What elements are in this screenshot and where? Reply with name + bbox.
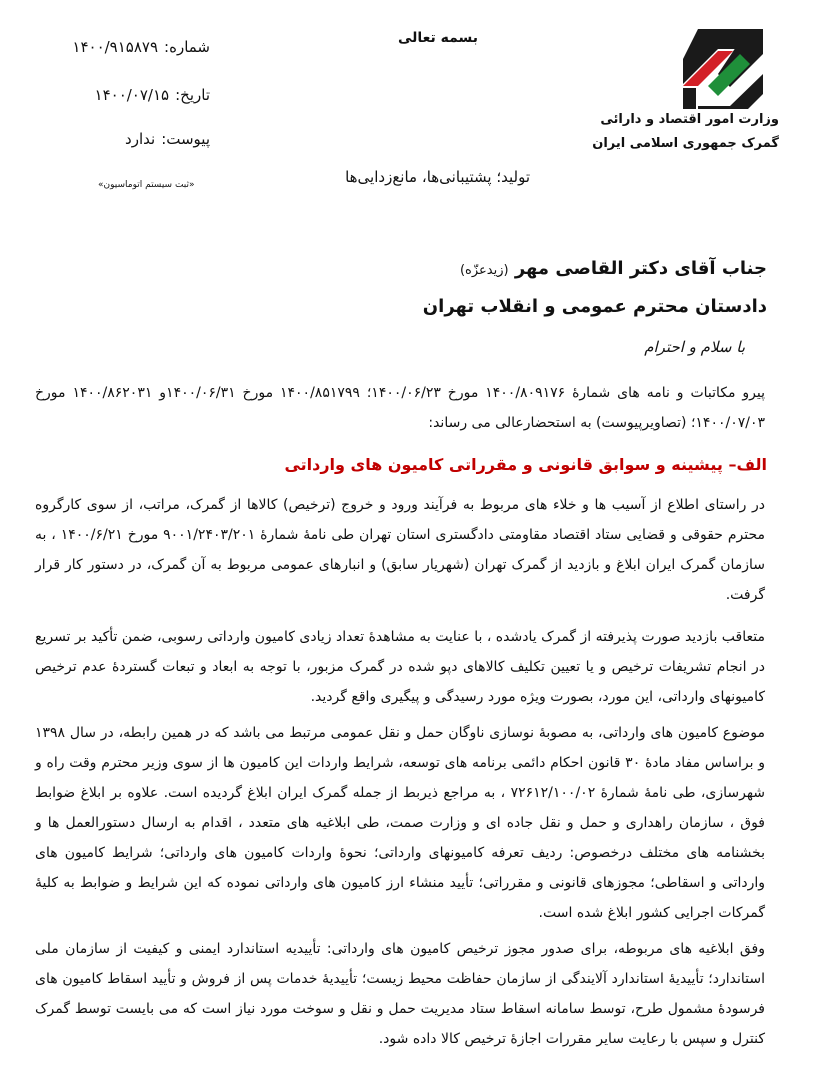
intro-paragraph: پیرو مکاتبات و نامه های شمارۀ ۱۴۰۰/۸۰۹۱۷۶ مورخ ۱۴۰۰/۰۶/۲۳؛ ۱۴۰۰/۸۵۱۷۹۹ مورخ ۱۴۰۰/۰۶/۳۱و ۱۴۰۰/۸۶۲۰۳۱ مورخ ۱۴۰۰/۰۷/۰۳؛ (تصاویرپیوست) به استحضارعالی می رساند:	[35, 385, 766, 431]
addressee-name-text: جناب آقای دکتر القاصی مهر	[514, 258, 767, 279]
number-value: ۱۴۰۰/۹۱۵۸۷۹	[72, 38, 159, 56]
customs-logo	[678, 24, 768, 114]
attachment-value: ندارد	[125, 130, 156, 148]
addressee-title: دادستان محترم عمومی و انقلاب تهران	[422, 296, 767, 317]
paragraph-1: در راستای اطلاع از آسیب ها و خلاء های مربوط به فرآیند ورود و خروج (ترخیص) کالاها از گمرک، مراتب، از سوی کارگروه محترم حقوقی و قضایی ستاد اقتصاد مقاومتی دادگستری استان تهران طی نامۀ شمارۀ ۹۰۰۱/۲۴۰۳/۲۰۱ مورخ ۱۴۰۰/۶/۲۱ ، به سازمان گمرک ایران ابلاغ و بازدید از گمرک تهران (شهریار سابق) و انبارهای عمومی مربوط به آن گمرک، در دستور کار قرار گرفت.	[35, 497, 765, 603]
org-line-ministry: وزارت امور اقتصاد و دارائی	[600, 112, 779, 127]
section-heading: الف– پیشینه و سوابق قانونی و مقرراتی کامیون های وارداتی	[284, 455, 767, 474]
org-line-customs: گمرک جمهوری اسلامی ایران	[592, 136, 779, 151]
addressee-honorific: (زیدعزّه)	[459, 263, 509, 278]
date-label: تاریخ:	[175, 86, 210, 104]
paragraph-4: وفق ابلاغیه های مربوطه، برای صدور مجوز ترخیص کامیون های وارداتی: تأییدیه استاندارد ایمنی و کیفیت از سازمان ملی استاندارد؛ تأییدیۀ استاندارد آلایندگی از سازمان حفاظت محیط زیست؛ تأییدیۀ خدمات پس از فروش و تأیید اسقاط کامیون های فرسودۀ مشمول طرح، توسط سامانه اسقاط ستاد مدیریت حمل و نقل و سوخت مورد نیاز است که می بایست توسط گمرک کنترل و سپس با رعایت سایر مقررات اجازۀ ترخیص کالا داده شود.	[35, 941, 765, 1047]
greeting: با سلام و احترام	[644, 338, 745, 356]
letter-number	[40, 38, 210, 56]
registration-note: «ثبت سیستم اتوماسیون»	[98, 180, 195, 190]
paragraph-3: موضوع کامیون های وارداتی، به مصوبۀ نوسازی ناوگان حمل و نقل عمومی مرتبط می باشد که در همین رابطه، در سال ۱۳۹۸ و براساس مفاد مادۀ ۳۰ قانون احکام دائمی برنامه های توسعه، شرایط واردات این کامیون ها از سوی وزیر محترم وقت راه و شهرسازی، طی نامۀ شمارۀ ۷۲۶۱۲/۱۰۰/۰۲ ، به مراجع ذیربط از جمله گمرک ایران ابلاغ گردیده است. علاوه بر ابلاغ ضوابط فوق ، سازمان راهداری و حمل و نقل جاده ای و وزارت صمت، طی ابلاغیه های متعدد ، اقدام به ارسال دستورالعمل ها و بخشنامه های مختلف درخصوص: ردیف تعرفه کامیونهای وارداتی؛ نحوۀ واردات کامیون های وارداتی؛ شرایط کامیون های وارداتی و اسقاطی؛ مجوزهای قانونی و مقرراتی؛ تأیید منشاء ارز کامیون های وارداتی نموده که این شرایط و ضوابط به کلیۀ گمرکات اجرایی کشور ابلاغ شده است.	[35, 725, 765, 921]
attachment-label: پیوست:	[161, 130, 210, 148]
subject-slogan: تولید؛ پشتیبانی‌ها، مانع‌زدایی‌ها	[345, 168, 530, 186]
letter-attachment	[40, 130, 210, 148]
bismillah-heading: بسمه تعالی	[397, 30, 479, 46]
number-label: شماره:	[164, 38, 210, 56]
letter-date	[40, 86, 210, 104]
addressee-name	[460, 258, 767, 279]
date-value: ۱۴۰۰/۰۷/۱۵	[94, 86, 170, 104]
paragraph-2: متعاقب بازدید صورت پذیرفته از گمرک یادشده ، با عنایت به مشاهدۀ تعداد زیادی کامیون وارداتی رسوبی، ضمن تأکید بر تسریع در انجام تشریفات ترخیص و یا تعیین تکلیف کالاهای دپو شده در گمرک مزبور، با توجه به ابعاد و تبعات گستردۀ عدم ترخیص کامیونهای وارداتی، این مورد، بصورت ویژه مورد رسیدگی و پیگیری واقع گردید.	[35, 629, 765, 705]
